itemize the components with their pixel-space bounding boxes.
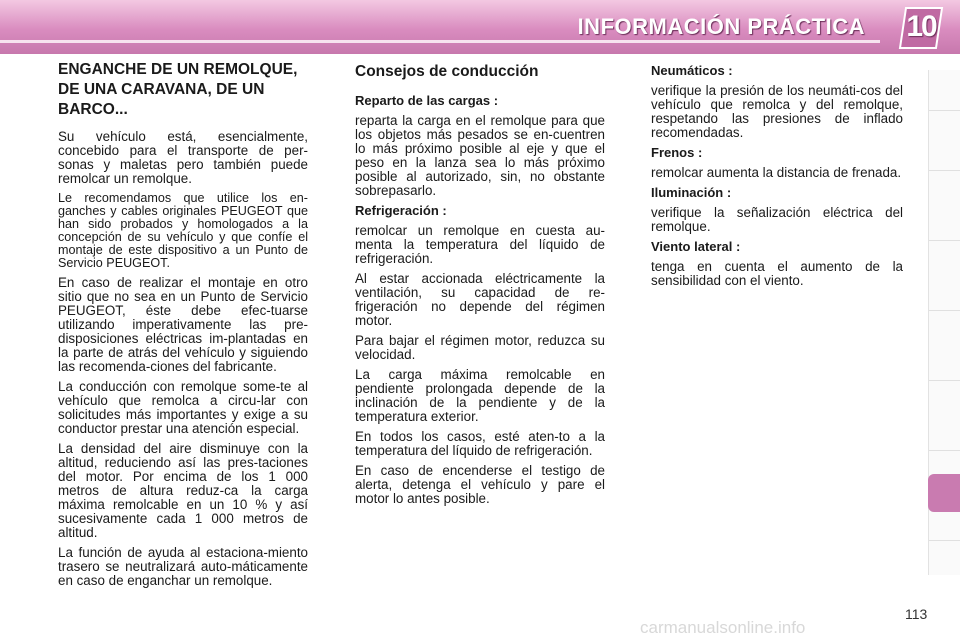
subheading-load: Reparto de las cargas :: [355, 93, 499, 108]
subheading-lighting: Iluminación :: [651, 185, 732, 200]
paragraph: La densidad del aire disminuye con la altitud, reduciendo así las pres-taciones del motor. Por encima de los 1 000 metros de altura reduz-ca la carga máxima remolcable en un 10 % y así sucesivamente cada 1 000 metros de altitud.: [58, 441, 308, 540]
paragraph: Su vehículo está, esencialmente, concebido para el transporte de per-sonas y maletas pero también puede remolcar un remolque.: [58, 129, 308, 186]
paragraph: La función de ayuda al estaciona-miento trasero se neutralizará auto-máticamente en caso de enganchar un remolque.: [58, 545, 308, 588]
page-number: 113: [905, 606, 928, 622]
tab-divider: [929, 310, 960, 311]
subheading-crosswind: Viento lateral :: [651, 239, 741, 254]
paragraph: Al estar accionada eléctricamente la ventilación, su capacidad de re-frigeración no depende del régimen motor.: [355, 271, 605, 328]
tab-divider: [929, 380, 960, 381]
paragraph: La conducción con remolque some-te al vehículo que remolca a circu-lar con solicitudes más importantes y exige a su conductor prestar una atención especial.: [58, 379, 308, 436]
chapter-number: 10: [906, 10, 936, 43]
subheading-brakes: Frenos :: [651, 145, 703, 160]
column-towing: [58, 60, 308, 594]
tab-divider: [929, 450, 960, 451]
section-title-towing: ENGANCHE DE UN REMOLQUE, DE UNA CARAVANA, DE UN BARCO...: [58, 61, 298, 118]
paragraph: Le recomendamos que utilice los en-ganches y cables originales PEUGEOT que han sido probados y homologados a la concepción de su vehículo y que confíe el montaje de este dispositivo a un Punto de Servicio PEUGEOT.: [58, 191, 308, 270]
paragraph: remolcar aumenta la distancia de frenada.: [651, 165, 902, 180]
header-band: [0, 0, 960, 54]
tab-divider: [929, 240, 960, 241]
paragraph: En todos los casos, esté aten-to a la temperatura del líquido de refrigeración.: [355, 429, 605, 458]
watermark: carmanualsonline.info: [640, 618, 806, 637]
paragraph: En caso de realizar el montaje en otro sitio que no sea en un Punto de Servicio PEUGEOT, éste debe efec-tuarse utilizando imperativamente las pre-disposiciones eléctricas im-plantadas en la parte de atrás del vehículo y siguiendo las recomenda-ciones del fabricante.: [58, 275, 308, 374]
tab-divider: [929, 540, 960, 541]
chapter-tab-active[interactable]: [928, 474, 960, 512]
paragraph: tenga en cuenta el aumento de la sensibilidad con el viento.: [651, 259, 903, 288]
subheading-cooling: Refrigeración :: [355, 203, 447, 218]
paragraph: La carga máxima remolcable en pendiente prolongada depende de la inclinación de la pendiente y de la temperatura exterior.: [355, 367, 605, 424]
paragraph: Para bajar el régimen motor, reduzca su velocidad.: [355, 333, 605, 362]
paragraph: verifique la presión de los neumáti-cos del vehículo que remolca y del remolque, respetando las presiones de inflado recomendadas.: [651, 83, 903, 140]
paragraph: verifique la señalización eléctrica del remolque.: [651, 205, 903, 234]
paragraph: remolcar un remolque en cuesta au-menta la temperatura del líquido de refrigeración.: [355, 223, 605, 266]
page-title: INFORMACIÓN PRÁCTICA: [577, 14, 865, 39]
header-underline: [0, 40, 880, 43]
column-driving-tips: [355, 60, 605, 512]
tab-divider: [929, 170, 960, 171]
paragraph: En caso de encenderse el testigo de alerta, detenga el vehículo y pare el motor lo antes posible.: [355, 463, 605, 506]
tab-divider: [929, 110, 960, 111]
section-title-driving-tips: Consejos de conducción: [355, 63, 539, 80]
paragraph: reparta la carga en el remolque para que los objetos más pesados se en-cuentren lo más próximo posible al eje y que el peso en la lanza sea lo más próximo posible al autorizado, sin, no obstante sobrepasarlo.: [355, 113, 605, 198]
column-checks: [651, 60, 903, 294]
subheading-tyres: Neumáticos :: [651, 63, 733, 78]
